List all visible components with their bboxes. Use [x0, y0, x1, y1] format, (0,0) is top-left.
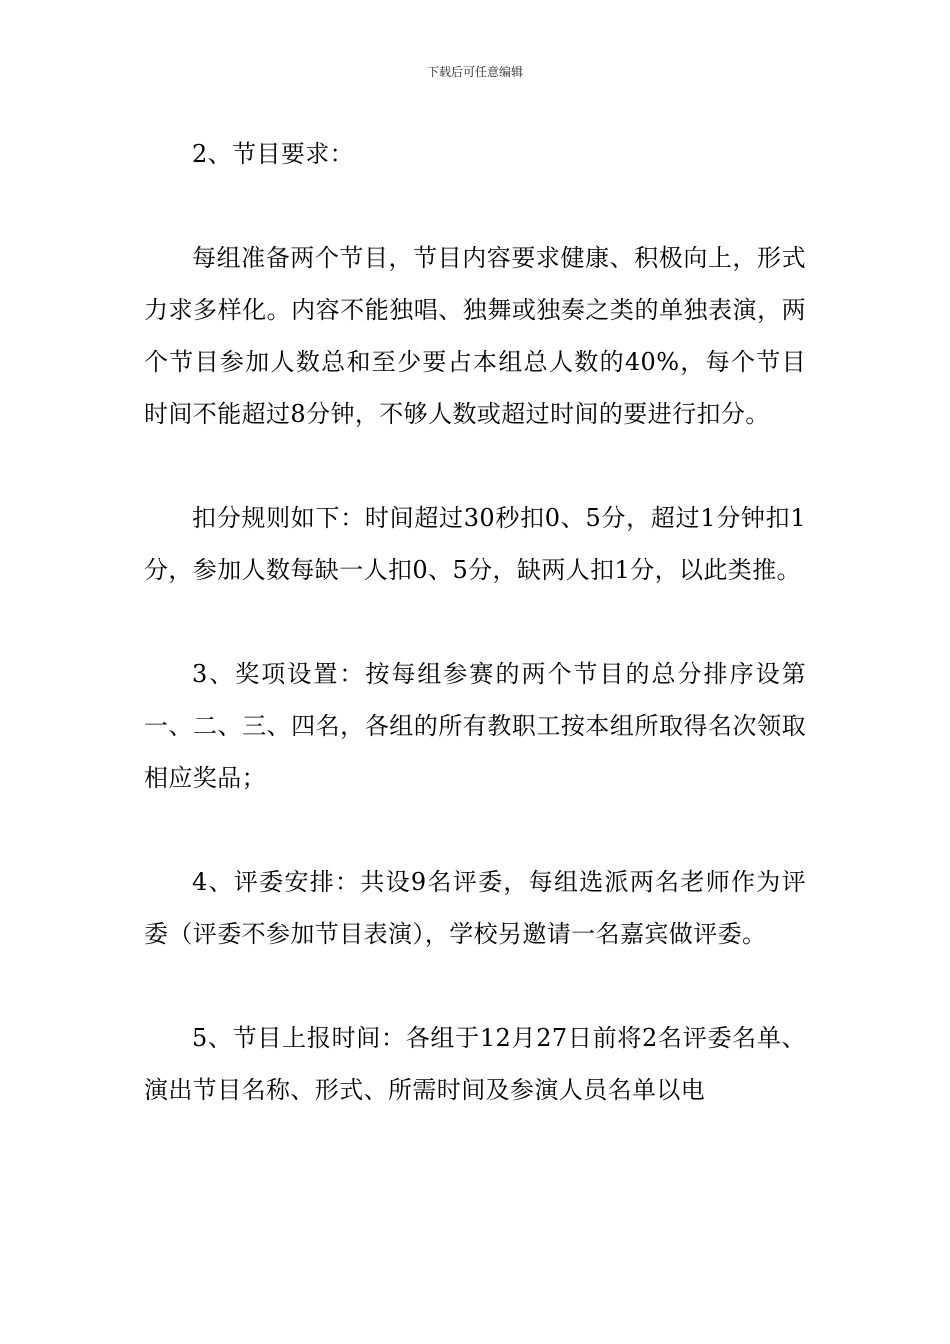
paragraph-deduction-rules: 扣分规则如下：时间超过30秒扣0、5分，超过1分钟扣1分，参加人数每缺一人扣0、5分，缺两人扣1分，以此类推。	[144, 504, 806, 584]
section-heading-program-requirements: 2、节目要求：	[192, 140, 355, 168]
paragraph-program-requirements: 每组准备两个节目，节目内容要求健康、积极向上，形式力求多样化。内容不能独唱、独舞或独奏之类的单独表演，两个节目参加人数总和至少要占本组总人数的40%，每个节目时间不能超过8分钟，不够人数或超过时间的要进行扣分。	[144, 244, 806, 428]
document-body	[144, 128, 806, 1116]
paragraph-award-settings: 3、奖项设置：按每组参赛的两个节目的总分排序设第一、二、三、四名，各组的所有教职工按本组所取得名次领取相应奖品；	[144, 660, 806, 792]
paragraph-judge-arrangement: 4、评委安排：共设9名评委，每组选派两名老师作为评委（评委不参加节目表演），学校另邀请一名嘉宾做评委。	[144, 868, 806, 948]
page-header: 下载后可任意编辑	[426, 65, 523, 79]
paragraph-submission-time: 5、节目上报时间：各组于12月27日前将2名评委名单、演出节目名称、形式、所需时间及参演人员名单以电	[144, 1024, 806, 1104]
